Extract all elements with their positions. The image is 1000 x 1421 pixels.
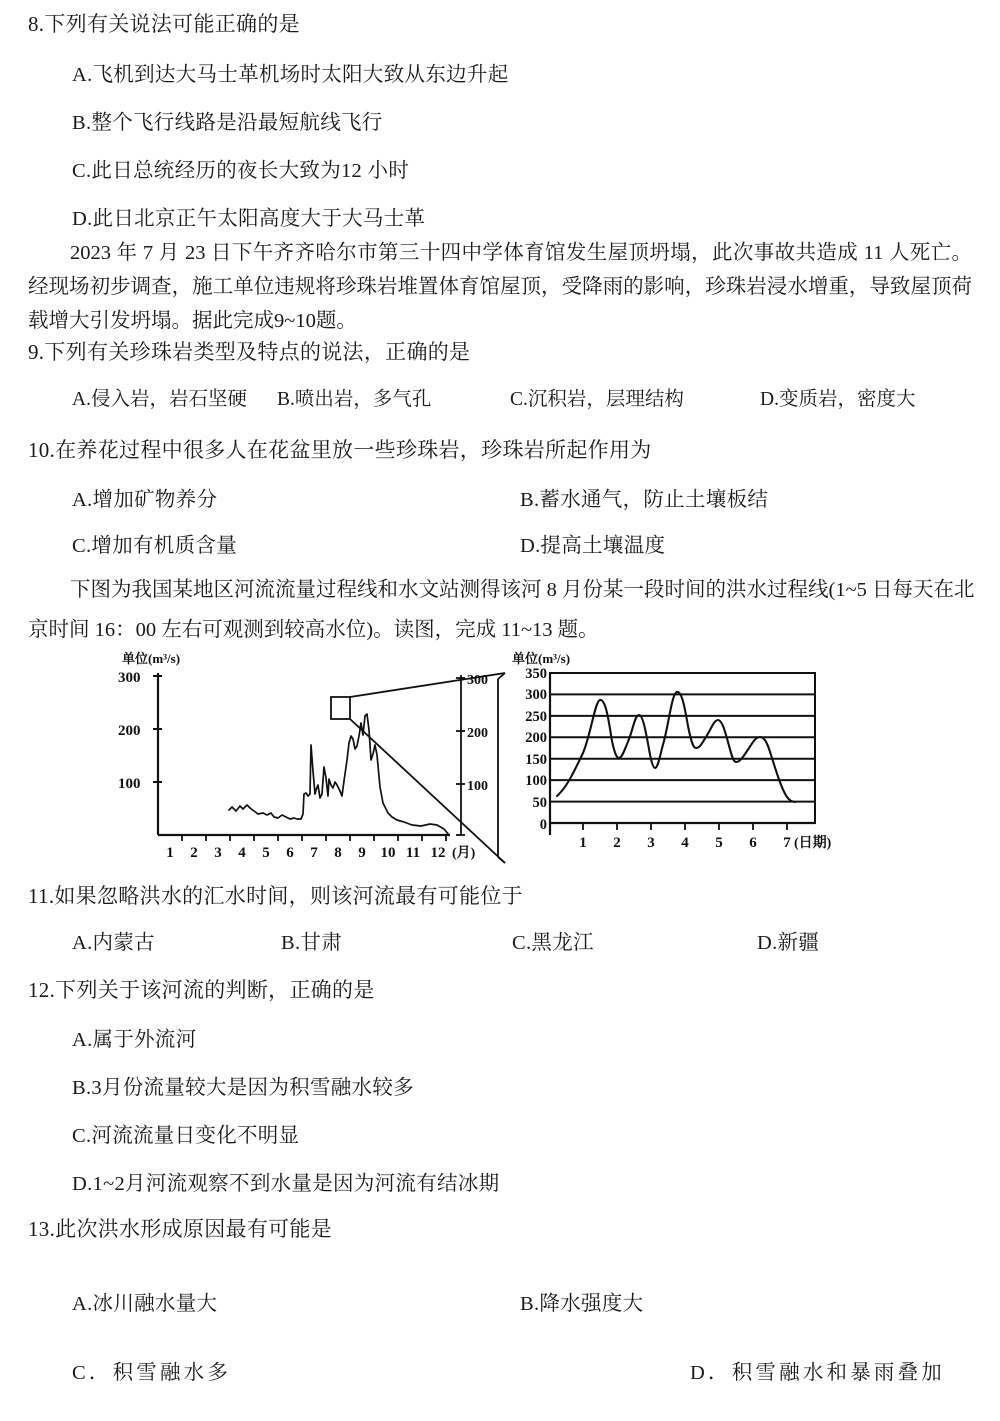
svg-text:1: 1 (166, 845, 174, 861)
question-12-option-d[interactable]: D.1~2月河流观察不到水量是因为河流有结冰期 (72, 1173, 500, 1195)
svg-text:1: 1 (579, 835, 587, 851)
figure-svg (100, 645, 930, 875)
svg-text:0: 0 (539, 817, 547, 833)
figure-intro-text (28, 570, 976, 650)
svg-text:150: 150 (525, 752, 547, 768)
left-chart-y-ticks (118, 670, 162, 792)
question-10-option-d[interactable]: D.提高土壤温度 (520, 535, 666, 557)
svg-text:8: 8 (334, 845, 342, 861)
left-chart-unit-label: 单位(m³/s) (122, 651, 181, 666)
question-13-option-b[interactable]: B.降水强度大 (520, 1293, 644, 1315)
svg-text:300: 300 (525, 687, 547, 703)
question-9-option-a[interactable]: A.侵入岩，岩石坚硬 (72, 389, 247, 410)
question-13-option-d[interactable]: D．积雪融水和暴雨叠加 (690, 1362, 946, 1384)
hydrograph-figure (100, 645, 930, 875)
right-chart-flood-curve (557, 692, 795, 802)
question-11-option-a[interactable]: A.内蒙古 (72, 932, 155, 954)
question-12-stem: 12.下列关于该河流的判断，正确的是 (28, 978, 375, 1002)
svg-text:7: 7 (310, 845, 318, 861)
question-11-option-b[interactable]: B.甘肃 (281, 932, 342, 954)
question-11-option-c[interactable]: C.黑龙江 (512, 932, 594, 954)
svg-text:4: 4 (238, 845, 246, 861)
svg-text:300: 300 (467, 673, 488, 688)
svg-text:100: 100 (525, 773, 547, 789)
svg-text:200: 200 (118, 723, 141, 739)
question-11-option-d[interactable]: D.新疆 (757, 932, 820, 954)
annual-hydrograph-chart (118, 651, 505, 863)
question-10-option-a[interactable]: A.增加矿物养分 (72, 489, 218, 511)
question-11-stem: 11.如果忽略洪水的汇水时间，则该河流最有可能位于 (28, 884, 523, 908)
svg-text:6: 6 (286, 845, 294, 861)
svg-text:300: 300 (118, 670, 141, 686)
svg-text:100: 100 (467, 779, 488, 794)
right-chart-unit-label: 单位(m³/s) (512, 651, 571, 666)
svg-text:50: 50 (532, 795, 547, 811)
left-chart-flow-curve (229, 714, 449, 835)
question-13-option-c[interactable]: C．积雪融水多 (72, 1362, 232, 1384)
question-9-option-b[interactable]: B.喷出岩，多气孔 (277, 389, 432, 410)
svg-text:11: 11 (405, 845, 421, 861)
svg-text:9: 9 (358, 845, 366, 861)
question-8-stem: 8.下列有关说法可能正确的是 (28, 12, 300, 36)
left-chart-callout-box (331, 697, 350, 719)
question-9-option-d[interactable]: D.变质岩，密度大 (760, 389, 916, 410)
svg-text:5: 5 (715, 835, 723, 851)
left-chart-x-axis-label: (月) (452, 846, 476, 861)
question-8-option-b[interactable]: B.整个飞行线路是沿最短航线飞行 (72, 112, 383, 134)
svg-text:2: 2 (190, 845, 198, 861)
right-chart-x-axis-label: (日期) (794, 836, 832, 851)
question-8-option-a[interactable]: A.飞机到达大马士革机场时太阳大致从东边升起 (72, 64, 509, 86)
right-chart-x-tick-labels (579, 835, 791, 851)
svg-text:200: 200 (525, 730, 547, 746)
left-chart-secondary-axis (456, 673, 488, 835)
svg-text:200: 200 (467, 726, 488, 741)
question-12-option-a[interactable]: A.属于外流河 (72, 1029, 197, 1051)
svg-text:5: 5 (262, 845, 270, 861)
question-8-option-d[interactable]: D.此日北京正午太阳高度大于大马士革 (72, 208, 426, 230)
question-9-stem: 9.下列有关珍珠岩类型及特点的说法，正确的是 (28, 340, 471, 364)
svg-text:250: 250 (525, 709, 547, 725)
question-10-option-c[interactable]: C.增加有机质含量 (72, 535, 237, 557)
svg-text:350: 350 (525, 666, 547, 682)
svg-text:3: 3 (214, 845, 222, 861)
svg-text:100: 100 (118, 776, 141, 792)
svg-text:2: 2 (613, 835, 621, 851)
question-9-option-c[interactable]: C.沉积岩，层理结构 (510, 389, 684, 410)
intro-text: 下图为我国某地区河流流量过程线和水文站测得该河 8 月份某一段时间的洪水过程线(1~5 日每天在北京时间 16：00 左右可观测到较高水位)。读图，完成 11~13 题。 (28, 579, 975, 641)
svg-text:7: 7 (783, 835, 791, 851)
passage-text: 2023 年 7 月 23 日下午齐齐哈尔市第三十四中学体育馆发生屋顶坍塌，此次事故共造成 11 人死亡。 经现场初步调查，施工单位违规将珍珠岩堆置体育馆屋顶，受降雨的影响，珍珠岩浸水增重，导致屋顶荷载增大引发坍塌。据此完成9~10题。 (28, 242, 972, 332)
passage-qiqihar (28, 236, 972, 338)
svg-text:10: 10 (380, 845, 396, 861)
question-10-stem: 10.在养花过程中很多人在花盆里放一些珍珠岩，珍珠岩所起作用为 (28, 438, 652, 462)
svg-text:6: 6 (749, 835, 757, 851)
question-12-option-c[interactable]: C.河流流量日变化不明显 (72, 1125, 300, 1147)
svg-text:12: 12 (430, 845, 446, 861)
svg-text:3: 3 (647, 835, 655, 851)
svg-text:4: 4 (681, 835, 689, 851)
right-chart-frame (550, 673, 815, 823)
flood-hydrograph-chart (512, 651, 832, 851)
right-chart-y-tick-labels (525, 666, 547, 833)
question-8-option-c[interactable]: C.此日总统经历的夜长大致为12 小时 (72, 160, 410, 182)
right-chart-gridlines (550, 694, 815, 801)
question-10-option-b[interactable]: B.蓄水通气，防止土壤板结 (520, 489, 769, 511)
left-chart-x-tick-labels (166, 845, 445, 861)
question-12-option-b[interactable]: B.3月份流量较大是因为积雪融水较多 (72, 1077, 414, 1099)
question-13-option-a[interactable]: A.冰川融水量大 (72, 1293, 218, 1315)
question-13-stem: 13.此次洪水形成原因最有可能是 (28, 1217, 333, 1241)
